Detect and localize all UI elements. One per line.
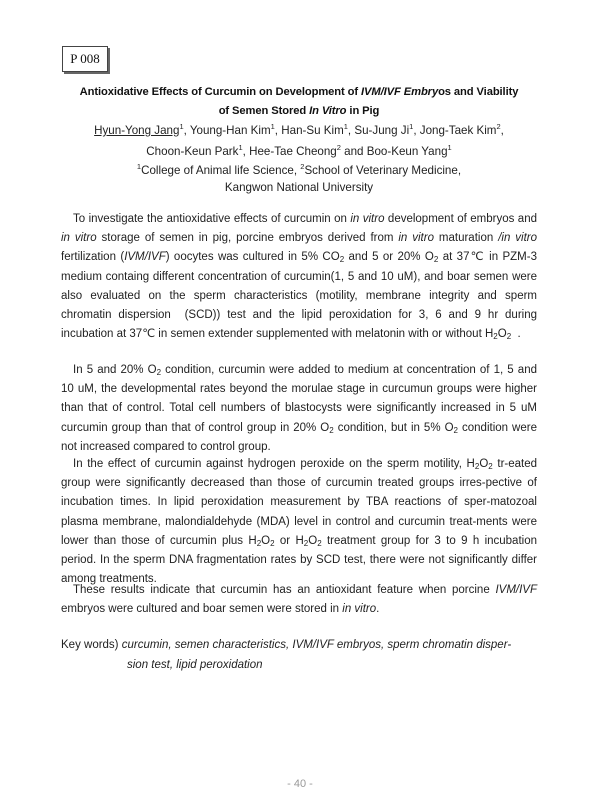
authors-line-2: Choon-Keun Park$^1$, Hee-Tae Cheong$^2$ and Boo-Keun Yang$^1$: [146, 143, 452, 158]
author-affiliation-marker: 1: [179, 122, 184, 131]
author-affiliation-marker: 2: [336, 143, 341, 152]
author-name: Young-Han Kim: [189, 124, 271, 137]
abstract-paragraph-3: In the effect of curcumin against hydrogen peroxide on the sperm motility, $H_2O_2$ tr-eated group were significantly decreased than those of curcumin treated groups irres-pective of incubation times. In lipid peroxidation measurement by TBA reactions of sper-matozoal plasma membrane, malondialdehyde (MDA) level in control and curcumin treat-ments were lower than those of curcumin plus $H_2O_2$ or $H_2O_2$ treatment group for 3 to 9 h incubation period. In the sperm DNA fragmentation rates by SCD test, there were not significantly differ among treatments.: [61, 458, 538, 586]
author-name: Jong-Taek Kim: [419, 124, 497, 137]
page-number: - 40 -: [287, 778, 313, 790]
abstract-paragraph-4: These results indicate that curcumin has an antioxidant feature when porcine IVM/IVF embryos were cultured and boar semen were stored in in vitro.: [61, 584, 537, 616]
authors-line-1: Hyun-Yong Jang$^1$, Young-Han Kim$^1$, Han-Su Kim$^1$, Su-Jung Ji$^1$, Jong-Taek Kim$^2$,: [94, 122, 504, 137]
author-name: Han-Su Kim: [281, 124, 344, 137]
keywords-terms-line-1: curcumin, semen characteristics, IVM/IVF embryos, sperm chromatin disper-: [121, 639, 512, 651]
author-affiliation-marker: 1: [343, 122, 348, 131]
poster-id-box: P 008: [62, 46, 108, 72]
author-affiliation-marker: 1: [447, 143, 452, 152]
author-affiliation-marker: 1: [409, 122, 414, 131]
author-affiliation-marker: 1: [238, 143, 243, 152]
keywords-terms-line-2: sion test, lipid peroxidation: [127, 659, 263, 671]
keywords-label: Key words): [61, 639, 119, 651]
presenting-author-name: Hyun-Yong Jang: [94, 124, 180, 137]
author-affiliation-marker: 2: [496, 122, 501, 131]
author-name: Su-Jung Ji: [354, 124, 410, 137]
title-line-2: of Semen Stored In Vitro in Pig: [218, 105, 380, 117]
author-affiliation-marker: 1: [270, 122, 275, 131]
author-name: Choon-Keun Park: [146, 145, 239, 158]
abstract-paragraph-1: To investigate the antioxidative effects of curcumin on in vitro development of embryos and in vitro storage of semen in pig, porcine embryos derived from in vitro maturation /in vitro fertilization (IVM/IVF) oocytes was cultured in 5% $CO_2$ and 5 or 20% $O_2$ at 37℃ in PZM-3 medium containg different concentration of curcumin(1, 5 and 10 uM), and boar semen were also evaluated on the sperm characteristics (motility, membrane integrity and sperm chromatin dispersion (SCD)) test and the lipid peroxidation for 3, 6 and 9 hr during incubation at 37℃ in semen extender supplemented with melatonin with or without $H_2O_2$ .: [61, 213, 537, 342]
affiliation-line-1: $^1$College of Animal life Science, $^2$School of Veterinary Medicine,: [136, 162, 462, 177]
author-name: Boo-Keun Yang: [366, 145, 448, 158]
abstract-paragraph-2: In 5 and 20% $O_2$ condition, curcumin were added to medium at concentration of 1, 5 and 10 uM, the developmental rates beyond the morulae stage in curcumun groups were higher than that of control. Total cell numbers of blastocysts were significantly increased in 5 uM curcumin group than that of control group in 20% $O_2$ condition, but in 5% $O_2$ condition were not increased compared to control group.: [61, 364, 537, 453]
author-name: Hee-Tae Cheong: [249, 145, 337, 158]
title-line-1: Antioxidative Effects of Curcumin on Development of IVM/IVF Embryos and Viability: [79, 86, 519, 98]
affiliation-line-2: Kangwon National University: [224, 181, 374, 194]
keywords-block: [61, 635, 537, 675]
